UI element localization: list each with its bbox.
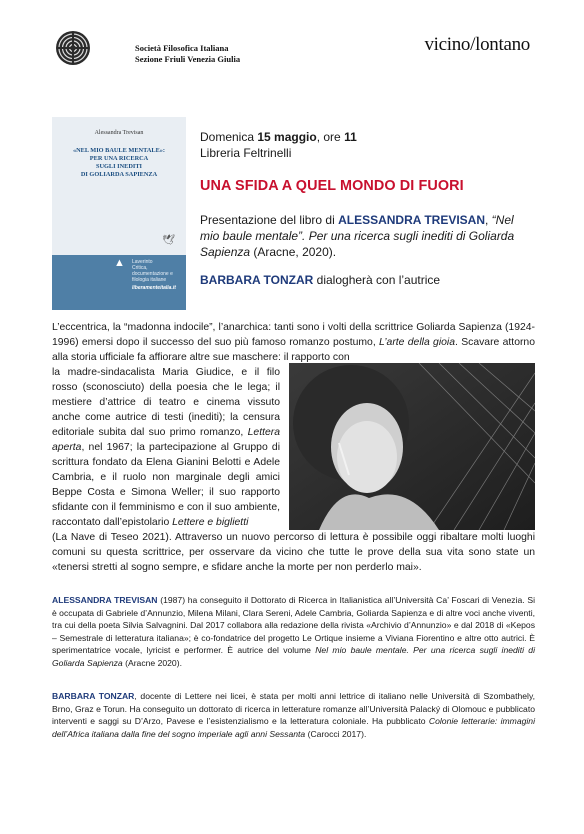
cover-title-line: «NEL MIO BAULE MENTALE»:: [72, 147, 166, 154]
cover-series: [132, 259, 184, 283]
bio-tonzar-name: BARBARA TONZAR: [52, 691, 135, 701]
pres-author: ALESSANDRA TREVISAN: [338, 213, 485, 227]
bio-trevisan-end: (Aracne 2020).: [122, 657, 182, 668]
dialog-line: [200, 273, 440, 287]
cover-title-line: DI GOLIARDA SAPIENZA: [80, 171, 158, 178]
cover-website: liberamenteitalia.it: [132, 285, 176, 291]
intro-paragraph: [52, 320, 535, 365]
column-book-title: Lettera aperta: [52, 427, 280, 453]
book-cover: [52, 117, 186, 310]
intro-book-title: L’arte della gioia: [379, 337, 455, 348]
labyrinth-seal-icon: [55, 30, 91, 66]
org-line-1: Società Filosofica Italiana: [135, 43, 229, 53]
event-headline: UNA SFIDA A QUEL MONDO DI FUORI: [200, 178, 464, 194]
closing-paragraph: (La Nave di Teseo 2021). Attraverso un nuovo percorso di lettura è possibile oggi ribaltare molti luoghi comuni su questa scrittrice, per osservare da vicino che tutte le prove della sua vita sono state un «tenersi stretti al sogno sempre, e sfidare anche la morte per non perderlo mai».: [52, 532, 535, 573]
publisher-mark-icon: ▲: [114, 257, 125, 269]
dialog-text: dialogherà con l’autrice: [313, 273, 441, 287]
bio-trevisan: [52, 594, 535, 669]
brand-logo: vicino/lontano: [424, 34, 530, 55]
event-datetime: [200, 129, 357, 161]
organization-name: [135, 43, 240, 65]
pres-book-title: “Nel mio baule mentale”. Per una ricerca sugli inediti di Goliarda Sapienza: [200, 213, 515, 259]
presentation-text: [200, 212, 530, 260]
portrait-photo: [289, 363, 535, 530]
bio-tonzar-end: (Carocci 2017).: [305, 728, 367, 739]
column-book-title-2: Lettere e biglietti: [172, 517, 249, 528]
bio-tonzar-book: Colonie letterarie: immagini dell’Africa italiana dalla fine del sogno imperiale agli anni Sessanta: [52, 716, 535, 739]
bio-tonzar-text: , docente di Lettere nei licei, è stata per molti anni lettrice di italiano nelle Università di Szombathely, Brno, Graz e Torun. Ha conseguito un dottorato di ricerca in letterature romanze all’Università Palacký di Olomouc e pubblicato interventi e saggi su D’Arzo, Pavese e l’esistenzialismo e la letteratura coloniale. Ha pubblicato: [52, 691, 535, 726]
bio-trevisan-book: Nel mio baule mentale. Per una ricerca sugli inediti di Goliarda Sapienza: [52, 645, 535, 668]
intro-text-end: . Scavare attorno alla storia ufficiale fa affiorare altre sue maschere: il rapporto con: [52, 337, 535, 363]
column-text-mid: , nel 1967; la partecipazione al Gruppo di scrittura fondato da Elena Gianini Belotti e Adele Cambria, e il ruolo non marginale degli amici Beppe Costa e Simona Weller; il suo rapporto sfidante con il femminismo e con il suo ambiente, raccontato dall’epistolario: [52, 442, 280, 528]
pres-suffix: (Aracne, 2020).: [250, 245, 337, 259]
event-time: 11: [344, 130, 357, 144]
intro-paragraph-column: [52, 365, 280, 530]
event-place: Libreria Feltrinelli: [200, 146, 292, 160]
cover-title-line: PER UNA RICERCA: [89, 155, 149, 162]
column-text: la madre-sindacalista Maria Giudice, e il filo rosso (sconosciuto) della poesia che le lega; il mestiere d’attrice di teatro e cinema vissuto anche come autrice di testi (inediti); la censura editoriale subita dal suo primo romanzo,: [52, 367, 280, 438]
bird-icon: 🕊: [162, 235, 175, 246]
pres-prefix: Presentazione del libro di: [200, 213, 339, 227]
pres-sep: ,: [485, 213, 492, 227]
cover-title-line: SUGLI INEDITI: [95, 163, 143, 170]
event-day: Domenica: [200, 130, 258, 144]
cover-series-line: Laverinto: [132, 259, 153, 265]
bio-trevisan-name: ALESSANDRA TREVISAN: [52, 595, 158, 605]
dialog-name: BARBARA TONZAR: [200, 273, 314, 287]
cover-author: Alessandra Trevisan: [94, 130, 144, 136]
cover-series-line: Critica, documentazione e filologia italiane: [132, 265, 173, 283]
event-time-prefix: , ore: [316, 130, 345, 144]
cover-title: [60, 147, 178, 179]
event-date: 15 maggio: [257, 130, 317, 144]
bio-tonzar: [52, 690, 535, 740]
bio-trevisan-text: (1987) ha conseguito il Dottorato di Ricerca in Italianistica all’Università Ca’ Foscari di Venezia. Si è occupata di Gabriele d’Annunzio, Milena Milani, Clara Sereni, Adele Cambria, Goliarda Sapienza e di altre voci anche viventi, tra cui della poeta Silvia Salvagnini. Dal 2017 collabora alla redazione della rivista «Archivio d’Annunzio» e dal 2018 di «Kepos – Semestrale di letteratura italiana»; è co-fondatrice del progetto Le Ortique insieme a Viviana Fiorentino e altre otto autrici. È sperimentatrice vocale, lyricist e performer. È autrice del volume: [52, 595, 536, 655]
intro-text: L’eccentrica, la “madonna indocile”, l’anarchica: tanti sono i volti della scrittrice Goliarda Sapienza (1924-1996) emersi dopo il successo del suo più famoso romanzo postumo,: [52, 322, 535, 348]
org-line-2: Sezione Friuli Venezia Giulia: [135, 54, 241, 64]
